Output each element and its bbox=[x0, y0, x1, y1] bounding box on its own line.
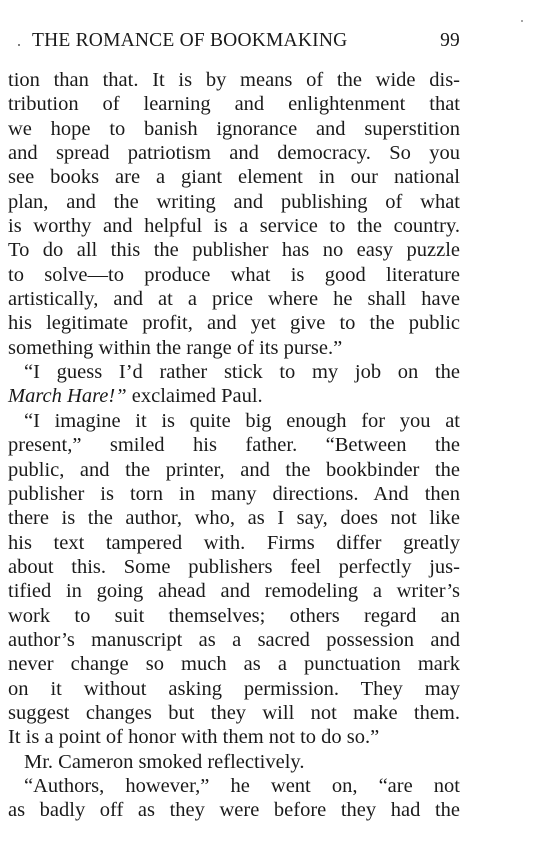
line-text: public, and the printer, and the bookbinder the bbox=[8, 458, 460, 481]
line-text: about this. Some publishers feel perfectly jus- bbox=[8, 555, 460, 578]
line-text: his legitimate profit, and yet give to the public bbox=[8, 312, 460, 335]
line-text: his text tampered with. Firms differ greatly bbox=[8, 531, 460, 554]
text-line bbox=[8, 263, 460, 287]
text-line bbox=[8, 798, 460, 822]
text-line bbox=[8, 360, 460, 384]
line-text: To do all this the publisher has no easy puzzle bbox=[8, 239, 460, 262]
text-line bbox=[8, 336, 460, 360]
text-line bbox=[8, 677, 460, 701]
line-text: there is the author, who, as I say, does not like bbox=[8, 507, 460, 530]
text-line bbox=[8, 531, 460, 555]
text-line bbox=[8, 287, 460, 311]
text-line bbox=[8, 458, 460, 482]
line-text: present,” smiled his father. “Between the bbox=[8, 434, 460, 457]
line-text: tribution of learning and enlightenment that bbox=[8, 93, 460, 116]
line-text: exclaimed Paul. bbox=[126, 385, 263, 408]
line-text: suggest changes but they will not make them. bbox=[8, 701, 460, 724]
body-text bbox=[8, 68, 460, 823]
line-text: “I imagine it is quite big enough for you at bbox=[24, 409, 460, 432]
text-line bbox=[8, 579, 460, 603]
text-line bbox=[8, 433, 460, 457]
line-text: Mr. Cameron smoked reflectively. bbox=[24, 750, 305, 773]
line-text: tion than that. It is by means of the wide dis- bbox=[8, 69, 460, 91]
line-text: is worthy and helpful is a service to the country. bbox=[8, 215, 460, 238]
line-text: we hope to banish ignorance and superstition bbox=[8, 117, 460, 140]
text-line bbox=[8, 384, 460, 408]
line-text: artistically, and at a price where he shall have bbox=[8, 288, 460, 311]
line-text: “Authors, however,” he went on, “are not bbox=[24, 774, 460, 797]
print-speck bbox=[18, 44, 20, 46]
text-line bbox=[8, 165, 460, 189]
italic-title: March Hare!” bbox=[8, 385, 127, 408]
text-line bbox=[8, 774, 460, 798]
text-line bbox=[8, 141, 460, 165]
line-text: author’s manuscript as a sacred possession and bbox=[8, 628, 460, 651]
running-header bbox=[32, 30, 460, 52]
text-line bbox=[8, 725, 460, 749]
print-speck bbox=[521, 20, 523, 22]
page-number: 99 bbox=[440, 30, 460, 51]
line-text: It is a point of honor with them not to do so.” bbox=[8, 726, 380, 749]
text-line bbox=[8, 482, 460, 506]
line-text: never change so much as a punctuation mark bbox=[8, 653, 460, 676]
text-line bbox=[8, 92, 460, 116]
line-text: something within the range of its purse.” bbox=[8, 336, 343, 359]
text-line bbox=[8, 190, 460, 214]
text-line bbox=[8, 750, 460, 774]
running-title: THE ROMANCE OF BOOKMAKING bbox=[32, 30, 348, 51]
text-line bbox=[8, 652, 460, 676]
text-line bbox=[8, 409, 460, 433]
line-text: see books are a giant element in our national bbox=[8, 166, 460, 189]
text-line bbox=[8, 117, 460, 141]
text-line bbox=[8, 506, 460, 530]
line-text: and spread patriotism and democracy. So you bbox=[8, 142, 460, 165]
text-line bbox=[8, 604, 460, 628]
line-text: on it without asking permission. They may bbox=[8, 677, 460, 700]
line-text: to solve—to produce what is good literature bbox=[8, 263, 460, 286]
text-line bbox=[8, 628, 460, 652]
text-line bbox=[8, 311, 460, 335]
line-text: work to suit themselves; others regard an bbox=[8, 604, 460, 627]
line-text: as badly off as they were before they had the bbox=[8, 799, 460, 822]
text-line bbox=[8, 238, 460, 262]
line-text: tified in going ahead and remodeling a writer’s bbox=[8, 580, 460, 603]
text-line bbox=[8, 214, 460, 238]
text-line bbox=[8, 701, 460, 725]
line-text: “I guess I’d rather stick to my job on the bbox=[24, 361, 460, 384]
text-line bbox=[8, 68, 460, 92]
line-text: plan, and the writing and publishing of what bbox=[8, 190, 460, 213]
text-line bbox=[8, 555, 460, 579]
line-text: publisher is torn in many directions. And then bbox=[8, 482, 460, 505]
